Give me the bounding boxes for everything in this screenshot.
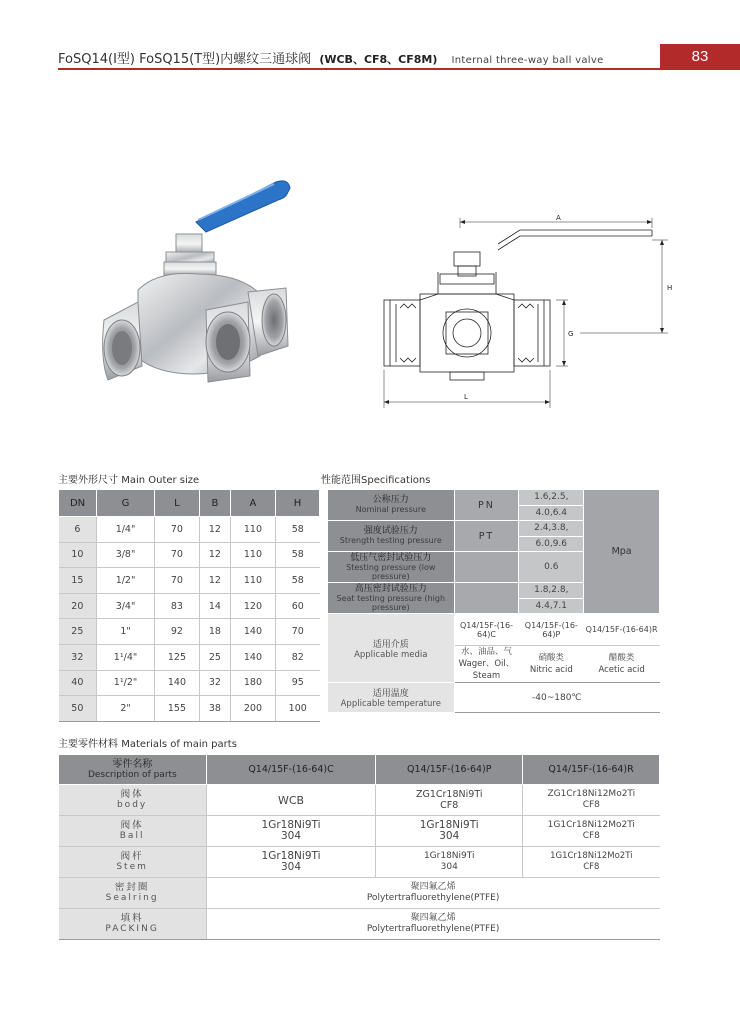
- media-model-p: Q14/15F-(16-64)P: [519, 614, 584, 646]
- table-row: [59, 696, 320, 722]
- page-number-badge: [660, 44, 740, 70]
- cell-a: 110: [230, 568, 275, 594]
- valve-photo: [98, 170, 298, 400]
- col-a: A: [230, 490, 275, 517]
- cell-l: 140: [154, 670, 199, 696]
- cell-dn: 20: [59, 593, 97, 619]
- lowseat-value: 0.6: [519, 552, 584, 583]
- table-row: [59, 517, 320, 543]
- temperature-value: -40~180℃: [454, 683, 659, 713]
- cell-h: 58: [276, 517, 320, 543]
- highseat-label: 高压密封试验压力 Seat testing pressure (high pressure): [328, 583, 455, 614]
- col-b: B: [200, 490, 231, 517]
- spec-row-temperature: [328, 683, 660, 713]
- cell-g: 3/4": [97, 593, 155, 619]
- packing-material: 聚四氟乙烯 Polytertrafluorethylene(PTFE): [206, 909, 659, 940]
- cell-h: 82: [276, 644, 320, 670]
- cell-g: 2": [97, 696, 155, 722]
- cell-dn: 25: [59, 619, 97, 645]
- materials-caption-cn: 主要零件材料: [58, 739, 118, 750]
- cell-a: 120: [230, 593, 275, 619]
- cell-a: 110: [230, 517, 275, 543]
- sealring-material: 聚四氟乙烯 Polytertrafluorethylene(PTFE): [206, 878, 659, 909]
- cell-g: 3/8": [97, 542, 155, 568]
- spec-caption-en: Specifications: [361, 475, 431, 486]
- col-h: H: [276, 490, 320, 517]
- col-dn: DN: [59, 490, 97, 517]
- model-r-header: Q14/15F-(16-64)R: [523, 755, 660, 785]
- temperature-label: 适用温度 Applicable temperature: [328, 683, 455, 713]
- cell-b: 14: [200, 593, 231, 619]
- media-model-r: Q14/15F-(16-64)R: [584, 614, 660, 646]
- spec-row-models: [328, 614, 660, 646]
- model-p-header: Q14/15F-(16-64)P: [376, 755, 523, 785]
- media-label: 适用介质 Applicable media: [328, 614, 455, 683]
- cell-b: 12: [200, 542, 231, 568]
- spec-row-nominal: [328, 490, 660, 506]
- cell-h: 60: [276, 593, 320, 619]
- table-row: [59, 878, 660, 909]
- part-name: 阀杆 Stem: [59, 847, 207, 878]
- cell-dn: 15: [59, 568, 97, 594]
- col-l: L: [154, 490, 199, 517]
- strength-value-1: 2.4,3.8,: [519, 521, 584, 537]
- cell-l: 125: [154, 644, 199, 670]
- highseat-value-2: 4.4,7.1: [519, 598, 584, 614]
- dim-label-h: H: [667, 284, 673, 292]
- cell-l: 70: [154, 568, 199, 594]
- size-table: [58, 489, 320, 722]
- cell-dn: 10: [59, 542, 97, 568]
- media-c: 水、油品、气 Wager、Oil、Steam: [454, 646, 519, 683]
- materials-header: [59, 755, 660, 785]
- highseat-value-1: 1.8,2.8,: [519, 583, 584, 599]
- title-grades: (WCB、CF8、CF8M): [319, 53, 438, 66]
- spec-caption-cn: 性能范围: [321, 475, 361, 486]
- table-row: [59, 847, 660, 878]
- table-row: [59, 785, 660, 816]
- cell-g: 1": [97, 619, 155, 645]
- table-row: [59, 670, 320, 696]
- dim-label-a: A: [556, 214, 561, 222]
- header-rule: [58, 68, 660, 70]
- cell-dn: 32: [59, 644, 97, 670]
- material-p: 1Gr18Ni9Ti 304: [376, 816, 523, 847]
- part-name: 阀体 Ball: [59, 816, 207, 847]
- material-c: WCB: [206, 785, 376, 816]
- cell-a: 140: [230, 619, 275, 645]
- table-row: [59, 542, 320, 568]
- cell-b: 18: [200, 619, 231, 645]
- cell-b: 12: [200, 568, 231, 594]
- table-row: [59, 816, 660, 847]
- cell-g: 1/4": [97, 517, 155, 543]
- dim-label-l: L: [464, 393, 468, 401]
- lowseat-code: [454, 552, 519, 583]
- parts-header: 零件名称 Description of parts: [59, 755, 207, 785]
- media-model-c: Q14/15F-(16-64)C: [454, 614, 519, 646]
- cell-dn: 40: [59, 670, 97, 696]
- materials-table: [58, 754, 660, 940]
- model-c-header: Q14/15F-(16-64)C: [206, 755, 376, 785]
- strength-label: 强度试验压力 Strength testing pressure: [328, 521, 455, 552]
- table-row: [59, 644, 320, 670]
- cell-l: 70: [154, 542, 199, 568]
- dim-label-g: G: [568, 330, 574, 338]
- cell-b: 32: [200, 670, 231, 696]
- title-english: Internal three-way ball valve: [451, 55, 604, 66]
- nominal-code: PN: [454, 490, 519, 521]
- part-name: 填料 PACKING: [59, 909, 207, 940]
- page-number: 83: [691, 48, 709, 65]
- size-caption-en: Main Outer size: [121, 475, 200, 486]
- cell-dn: 50: [59, 696, 97, 722]
- title-model: FoSQ14(I型) FoSQ15(T型)内螺纹三通球阀: [58, 52, 312, 67]
- materials-caption-en: Materials of main parts: [121, 739, 237, 750]
- material-c: 1Gr18Ni9Ti 304: [206, 816, 376, 847]
- pressure-unit: Mpa: [584, 490, 660, 614]
- strength-code: PT: [454, 521, 519, 552]
- cell-l: 83: [154, 593, 199, 619]
- material-r: 1G1Cr18Ni12Mo2Ti CF8: [523, 816, 660, 847]
- media-r: 醋酸类 Acetic acid: [584, 646, 660, 683]
- material-p: ZG1Cr18Ni9Ti CF8: [376, 785, 523, 816]
- cell-h: 58: [276, 542, 320, 568]
- size-table-header: [59, 490, 320, 517]
- spec-table: [327, 489, 660, 713]
- cell-b: 25: [200, 644, 231, 670]
- cell-l: 155: [154, 696, 199, 722]
- materials-caption: [58, 735, 237, 750]
- media-p: 硝酸类 Nitric acid: [519, 646, 584, 683]
- cell-l: 92: [154, 619, 199, 645]
- cell-dn: 6: [59, 517, 97, 543]
- material-c: 1Gr18Ni9Ti 304: [206, 847, 376, 878]
- col-g: G: [97, 490, 155, 517]
- cell-a: 180: [230, 670, 275, 696]
- cell-l: 70: [154, 517, 199, 543]
- nominal-label: 公称压力 Nominal pressure: [328, 490, 455, 521]
- part-name: 密封圈 Sealring: [59, 878, 207, 909]
- cell-a: 140: [230, 644, 275, 670]
- part-name: 阀体 body: [59, 785, 207, 816]
- material-r: 1G1Cr18Ni12Mo2Ti CF8: [523, 847, 660, 878]
- cell-h: 100: [276, 696, 320, 722]
- cell-h: 70: [276, 619, 320, 645]
- table-row: [59, 568, 320, 594]
- cell-a: 200: [230, 696, 275, 722]
- cell-h: 95: [276, 670, 320, 696]
- cell-g: 1¹/4": [97, 644, 155, 670]
- cell-a: 110: [230, 542, 275, 568]
- cell-b: 12: [200, 517, 231, 543]
- page-title: [58, 48, 604, 67]
- nominal-value-1: 1.6,2.5,: [519, 490, 584, 506]
- table-row: [59, 619, 320, 645]
- lowseat-label: 低压气密封试验压力 Stesting pressure (low pressure): [328, 552, 455, 583]
- valve-drawing: [380, 212, 680, 412]
- size-caption-cn: 主要外形尺寸: [58, 475, 118, 486]
- nominal-value-2: 4.0,6.4: [519, 505, 584, 521]
- spec-caption: [321, 471, 430, 486]
- cell-h: 58: [276, 568, 320, 594]
- cell-g: 1¹/2": [97, 670, 155, 696]
- page-header: [58, 44, 660, 68]
- cell-b: 38: [200, 696, 231, 722]
- size-caption: [58, 471, 199, 486]
- material-p: 1Gr18Ni9Ti 304: [376, 847, 523, 878]
- table-row: [59, 593, 320, 619]
- material-r: ZG1Cr18Ni12Mo2Ti CF8: [523, 785, 660, 816]
- table-row: [59, 909, 660, 940]
- highseat-code: [454, 583, 519, 614]
- strength-value-2: 6.0,9.6: [519, 536, 584, 552]
- cell-g: 1/2": [97, 568, 155, 594]
